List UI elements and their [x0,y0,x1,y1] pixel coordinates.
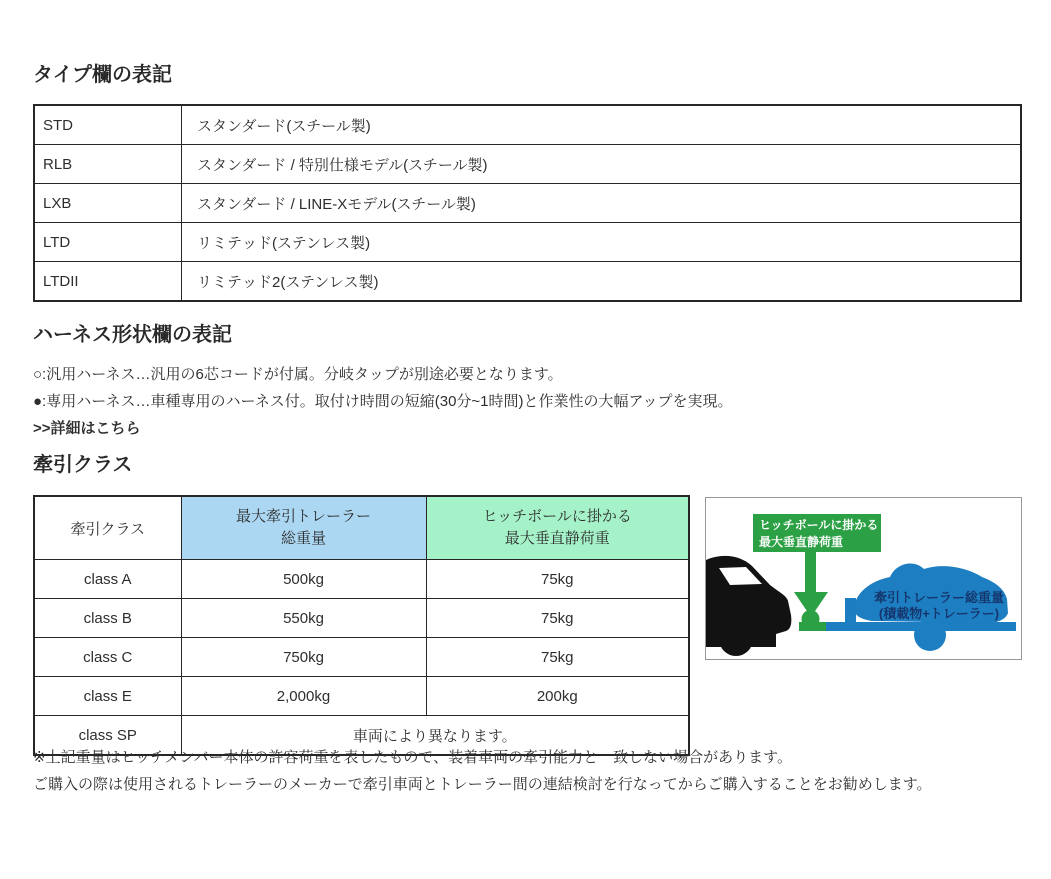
class-cell: class A [34,560,181,599]
max-trailer-weight-header-line2: 総重量 [280,530,326,547]
vertical-load-cell: 75kg [426,599,689,638]
vertical-load-cell: 75kg [426,560,689,599]
vertical-load-cell: 75kg [426,638,689,677]
trailer-weight-label-line1: 牽引トレーラー総重量 [873,590,1005,605]
vertical-load-cell: 200kg [426,677,689,716]
max-vertical-load-header-line2: 最大垂直静荷重 [504,530,610,547]
type-code-cell: LTD [34,223,182,262]
hitch-load-label-line1: ヒッチボールに掛かる [759,518,879,532]
type-desc-cell: スタンダード(スチール製) [182,105,1022,145]
harness-dedicated-line: ●:専用ハーネス…車種専用のハーネス付。取付け時間の短縮(30分~1時間)と作業性の大幅アップを実現。 [33,393,733,410]
towing-table-row [34,638,689,677]
class-cell: class SP [34,716,181,756]
class-cell: class C [34,638,181,677]
type-code-cell: RLB [34,145,182,184]
down-arrow-icon [794,552,828,617]
class-cell: class B [34,599,181,638]
type-table-row [34,184,1021,223]
type-table-row [34,145,1021,184]
sp-note-cell: 車両により異なります。 [181,716,689,756]
type-notation-heading: タイプ欄の表記 [33,64,172,86]
towing-table [33,495,690,756]
type-desc-cell: スタンダード / 特別仕様モデル(スチール製) [182,145,1022,184]
type-desc-cell: リミテッド(ステンレス製) [182,223,1022,262]
hitch-ball-icon [799,610,826,631]
class-cell: class E [34,677,181,716]
towing-table-row [34,677,689,716]
trailer-weight-cell: 500kg [181,560,426,599]
footnote-purchase: ご購入の際は使用されるトレーラーのメーカーで牽引車両とトレーラー間の連結検討を行なってからご購入することをお勧めします。 [33,776,932,793]
towing-table-row [34,599,689,638]
towing-illustration [705,497,1022,660]
footnote-weight: ※上記重量はヒッチメンバー本体の許容荷重を表したもので、装着車両の牽引能力と一致しない場合があります。 [33,749,792,766]
type-code-cell: LXB [34,184,182,223]
harness-notation-heading: ハーネス形状欄の表記 [33,324,232,346]
towing-class-heading: 牽引クラス [33,454,133,476]
type-desc-cell: リミテッド2(ステンレス製) [182,262,1022,302]
type-code-cell: STD [34,105,182,145]
hitch-load-label [753,514,881,552]
towing-table-row [34,560,689,599]
towing-class-header: 牽引クラス [34,496,181,560]
type-table-row [34,223,1021,262]
type-code-cell: LTDII [34,262,182,302]
trailer-weight-cell: 550kg [181,599,426,638]
max-vertical-load-header-line1: ヒッチボールに掛かる [482,508,632,525]
trailer-weight-label-line2: (積載物+トレーラー) [878,606,1000,621]
trailer-weight-cell: 750kg [181,638,426,677]
max-vertical-load-header [426,496,689,560]
towing-table-header-row [34,496,689,560]
trailer-weight-label [874,590,1004,621]
hitch-load-label-line2: 最大垂直静荷重 [759,535,844,549]
harness-generic-line: ○:汎用ハーネス…汎用の6芯コードが付属。分岐タップが別途必要となります。 [33,366,563,383]
type-desc-cell: スタンダード / LINE-Xモデル(スチール製) [182,184,1022,223]
type-table-row [34,262,1021,302]
type-table [33,104,1022,302]
type-table-row [34,105,1021,145]
harness-detail-link[interactable]: >>詳細はこちら [33,420,141,437]
trailer-weight-cell: 2,000kg [181,677,426,716]
max-trailer-weight-header [181,496,426,560]
max-trailer-weight-header-line1: 最大牽引トレーラー [235,508,371,525]
car-silhouette [706,556,791,656]
